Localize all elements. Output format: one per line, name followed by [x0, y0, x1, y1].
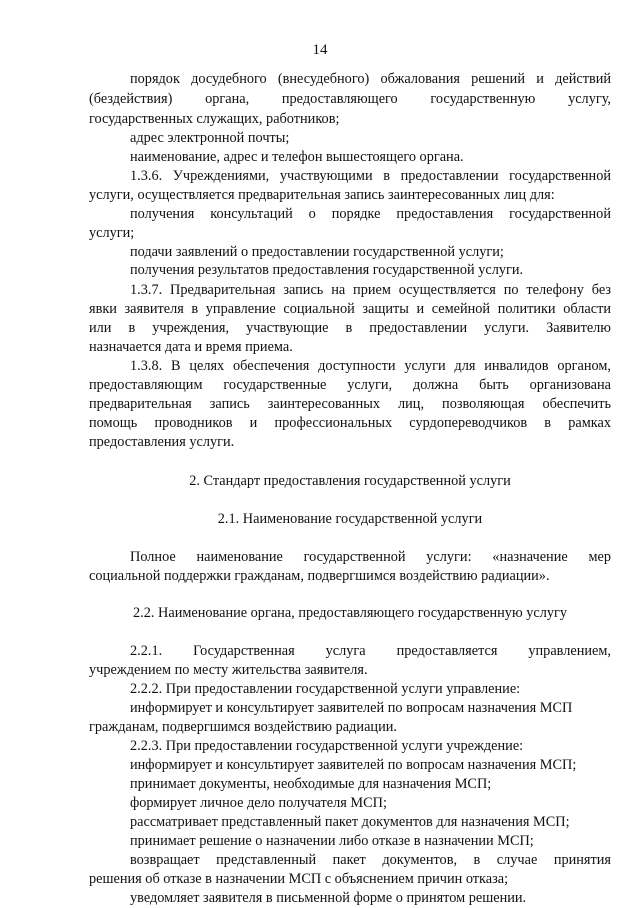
text-line: назначается дата и время приема. — [89, 339, 293, 355]
text-line: принимает документы, необходимые для назначения МСП; — [130, 776, 492, 792]
text-line: рассматривает представленный пакет документов для назначения МСП; — [130, 814, 570, 830]
text-line: социальной поддержки гражданам, подвергшимся воздействию радиации». — [89, 568, 550, 584]
text-line: или в учреждения, участвующие в предоставлении услуги. Заявителю — [89, 320, 611, 336]
text-line: информирует и консультирует заявителей по вопросам назначения МСП; — [130, 757, 577, 773]
text-line: 1.3.7. Предварительная запись на прием осуществляется по телефону без — [130, 282, 611, 298]
text-line: 2.2.1. Государственная услуга предоставляется управлением, — [130, 643, 611, 659]
subsection-heading: 2.2. Наименование органа, предоставляющего государственную услугу — [133, 605, 567, 621]
text-line: услуги; — [89, 225, 135, 241]
text-line: предварительная запись заинтересованных лиц, позволяющая обеспечить — [89, 396, 611, 412]
text-line: решения об отказе в назначении МСП с объяснением причин отказа; — [89, 871, 509, 887]
text-line: уведомляет заявителя в письменной форме о принятом решении. — [130, 890, 527, 906]
text-line: услуги, осуществляется предварительная запись заинтересованных лиц для: — [89, 187, 555, 203]
text-line: (бездействия) органа, предоставляющего государственную услугу, — [89, 91, 611, 107]
text-line: 1.3.8. В целях обеспечения доступности услуги для инвалидов органом, — [130, 358, 611, 374]
text-line: адрес электронной почты; — [130, 130, 290, 146]
text-line: принимает решение о назначении либо отказе в назначении МСП; — [130, 833, 534, 849]
text-line: наименование, адрес и телефон вышестоящего органа. — [130, 149, 464, 165]
text-line: явки заявителя в управление социальной защиты и семейной политики области — [89, 301, 611, 317]
text-line: помощь проводников и профессиональных сурдопереводчиков в рамках — [89, 415, 611, 431]
page-number: 14 — [312, 42, 328, 58]
text-line: получения консультаций о порядке предоставления государственной — [130, 206, 611, 222]
text-line: учреждением по месту жительства заявителя. — [89, 662, 368, 678]
text-line: формирует личное дело получателя МСП; — [130, 795, 387, 811]
text-line: возвращает представленный пакет документов, в случае принятия — [130, 852, 611, 868]
text-line: предоставляющим государственные услуги, должна быть организована — [89, 377, 611, 393]
text-line: гражданам, подвергшимся воздействию радиации. — [89, 719, 397, 735]
text-line: получения результатов предоставления государственной услуги. — [130, 262, 524, 278]
text-line: 2.2.2. При предоставлении государственной услуги управление: — [130, 681, 521, 697]
text-line: подачи заявлений о предоставлении государственной услуги; — [130, 244, 504, 260]
section-heading: 2. Стандарт предоставления государственной услуги — [189, 473, 511, 489]
text-line: предоставления услуги. — [89, 434, 235, 450]
text-line: государственных служащих, работников; — [89, 111, 340, 127]
text-line: 2.2.3. При предоставлении государственной услуги учреждение: — [130, 738, 524, 754]
text-line: порядок досудебного (внесудебного) обжалования решений и действий — [130, 71, 611, 87]
text-line: Полное наименование государственной услуги: «назначение мер — [130, 549, 611, 565]
subsection-heading: 2.1. Наименование государственной услуги — [217, 511, 483, 527]
text-line: 1.3.6. Учреждениями, участвующими в предоставлении государственной — [130, 168, 611, 184]
text-line: информирует и консультирует заявителей по вопросам назначения МСП — [130, 700, 573, 716]
